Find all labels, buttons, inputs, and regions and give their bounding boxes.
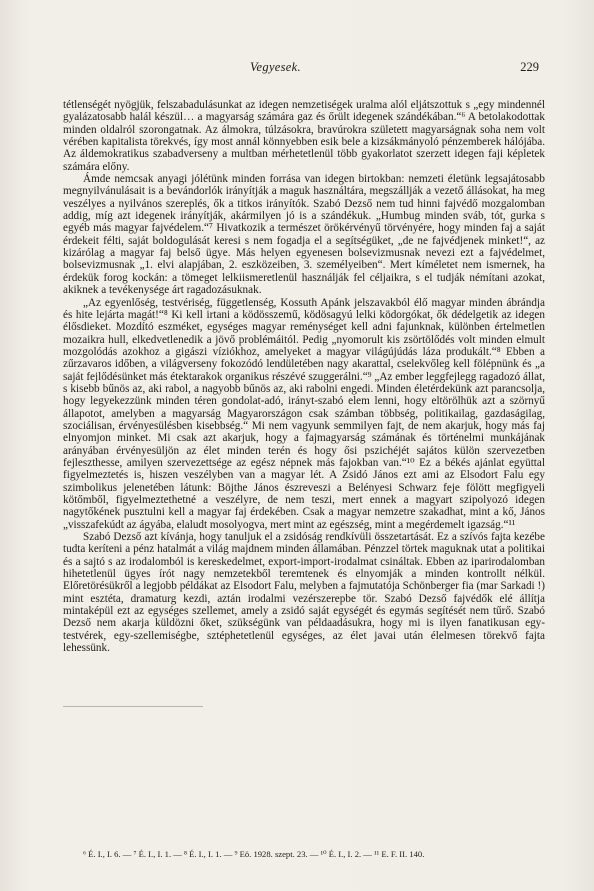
running-header [0,60,594,78]
footnote-line: ⁶ É. I., I. 6. — ⁷ É. I., I. 1. — ⁸ É. I., I. 1. — ⁹ Eö. 1928. szept. 23. — ¹⁰ É. I., I. 2. — ¹¹ E. F. II. 140. [83,849,425,859]
footnotes [63,849,545,860]
paragraph: „Az egyenlőség, testvériség, függetlenség, Kossuth Apánk jelszavakból élő magyar minden ábrándja és hite lejárta magát!“⁸ Ki kell irtani a ködösszemű, ködösagyú lelki ködorgókat, ők dédelgetik az idegen élősdieket. Mozdító eszméket, egységes magyar reménységet kell adni fajunknak, különben értelmetlen mozaikra hull, elkedvetlenedik a jövő problémáitól. Pedig „nyomorult kis zsörtölődés volt minden elmult mozgolódás azokhoz a gigászi víziókhoz, amelyeket a magyar világújúdás láza produkált.“⁸ Ebben a zűrzavaros időben, a világverseny fokozódó lendületében nagy akarattal, cselekvőleg kell fölépnünk és „a saját fejlődésünket más étektarakok organikus részévé szuggerálni.“⁹ „Az ember leggfejlegg ragadozó állat, s kisebb bűnös az, aki rabol, a nagyobb bűnös az, aki rabolni engedi. Minden életérdekünk azt parancsolja, hogy legyekezzünk minden téren gondolat-adó, irányt-szabó elem lenni, hogy eltörölhük azt a szörnyű állapotot, amelyben a magyarság Magyarországon csak számban többség, politikailag, gazdaságilag, szociálisan, érvényesülésben kisebbség.“ Mi nem vagyunk semmilyen fajt, de nem akarjuk, hogy más faj elnyomjon minket. Mi csak azt akarjuk, hogy a fajmagyarság számának és történelmi munkájának arányában érvényesüljön az élet minden terén és hogy ősi pszichéjét sajátos külön szervezetben fejleszthesse, amilyen szervezettsége az egész népnek más fajokban van.“¹⁰ Ez a békés ajánlat együttal figyelmeztetés is, hiszen veszélyben van a magyar lét. A Zsidó János ezt ami az Elsodort Falu egy szimbolikus jelenetében látunk: Böjthe János észreveszi a Belényesi Schwarz feje fölött megfigyeli kötőmből, figyelmeztethetné a veszélyre, de nem teszi, mert ennek a magyart szipolyozó idegen nagytőkének pusztulni kell a magyar faj érdekében. Csak a magyar nemzetre szakadhat, mint a kő, János „visszafekúdt az ágyába, elaludt mosolyogva, mert mint az egészség, mint a megérdemelt igazság.“¹¹ [63,296,545,531]
underline-mark [63,706,203,707]
paragraph: tétlenségét nyögjük, felszabadulásunkat az idegen nemzetiségek uralma alól eljátszottuk s „egy mindennél gyalázatosabb halál készül… a magyarság számára gaz és őrült idegenek szándékában.“⁶ A betolakodottak minden oldalról szorongatnak. Az álmokra, túlzásokra, bravúrokra született magyarságnak soha nem volt vérében kapitalista törekvés, így most annál könnyebben esik bele a kizsákmányoló pénzemberek hálójába. Az áldemokratikus szabadverseny a multban mérhetetlenül több gyakorlatot szerzett idegen faji képletek számára előny. [63,99,545,173]
page-number: 229 [520,60,539,74]
running-title: Vegyesek. [250,60,301,74]
paragraph: Szabó Dezső azt kívánja, hogy tanuljuk el a zsidóság rendkívüli összetartását. Ez a szívós fajta kezébe tudta keríteni a pénz hatalmát a világ majdnem minden államában. Pénzzel törtek maguknak utat a politikai és a sajtó s az irodalomból is kereskedelmet, export-import-irodalmat csináltak. Ebben az iparirodalomban hihetetlenül ügyes írót nagy nemzetekből teremtenek és elnyomják a minden kontrollt nélkül. Előretörésükről a legjobb példákat az Elsodort Falu, melyben a fajmutatója Schönberger fia (mar Sarkadi !) mint esztéta, dramaturg kezdi, aztán irodalmi vezérszerepbe tör. Szabó Dezső fajvédők elé állítja mintaképül ezt az egységes szellemet, amely a zsidó saját egységét és egymás segítését nem tűrő. Szabó Dezső nem akarja küldözni őket, szükségünk van példaadásukra, hogy mi is ilyen fanatikusan egy-testvérek, egy-szellemiségbe, sztéphetetlenül egységes, az élet javai után élelmesen törekvő fajta lehessünk. [63,531,545,655]
paragraph: Ámde nemcsak anyagi jólétünk minden forrása van idegen birtokban: nemzeti életünk legsajátosabb megnyilvánulásait is a bevándorlók irányítják a maguk használtára, megszállják a vezető állásokat, ha meg veszélyes a nyilvános szereplés, ők a titkos irányítók. Szabó Dezső nem tud hinni fajvédő mozgalomban addig, míg azt idegenek irányítják, akármilyen jó is a szándékuk. „Humbug minden sváb, tót, gurka s egyéb más magyar fajvédelem.“⁷ Hivatkozik a természet örökérvényű törvényére, hogy minden faj a saját érdekeit félti, saját boldogulását keresi s nem fogadja el a segítségüket, „de ne fajvédjenek minket!“, az kizárólag a magyar faj belső ügye. Más helyen egyenesen bolsevizmusnak nevezi ezt a fajvédelmet, bolsevizmusnak „1. elvi alapjában, 2. eszközeiben, 3. személyeiben“. Mert kíméletet nem ismernek, ha érdekük forog kockán: a tömeget lelkiismeretlenül használják fel céljaikra, s el tudják némítani azokat, akiknek a tevékenysége árt ragadozásuknak. [63,173,545,297]
body-text [63,99,545,654]
